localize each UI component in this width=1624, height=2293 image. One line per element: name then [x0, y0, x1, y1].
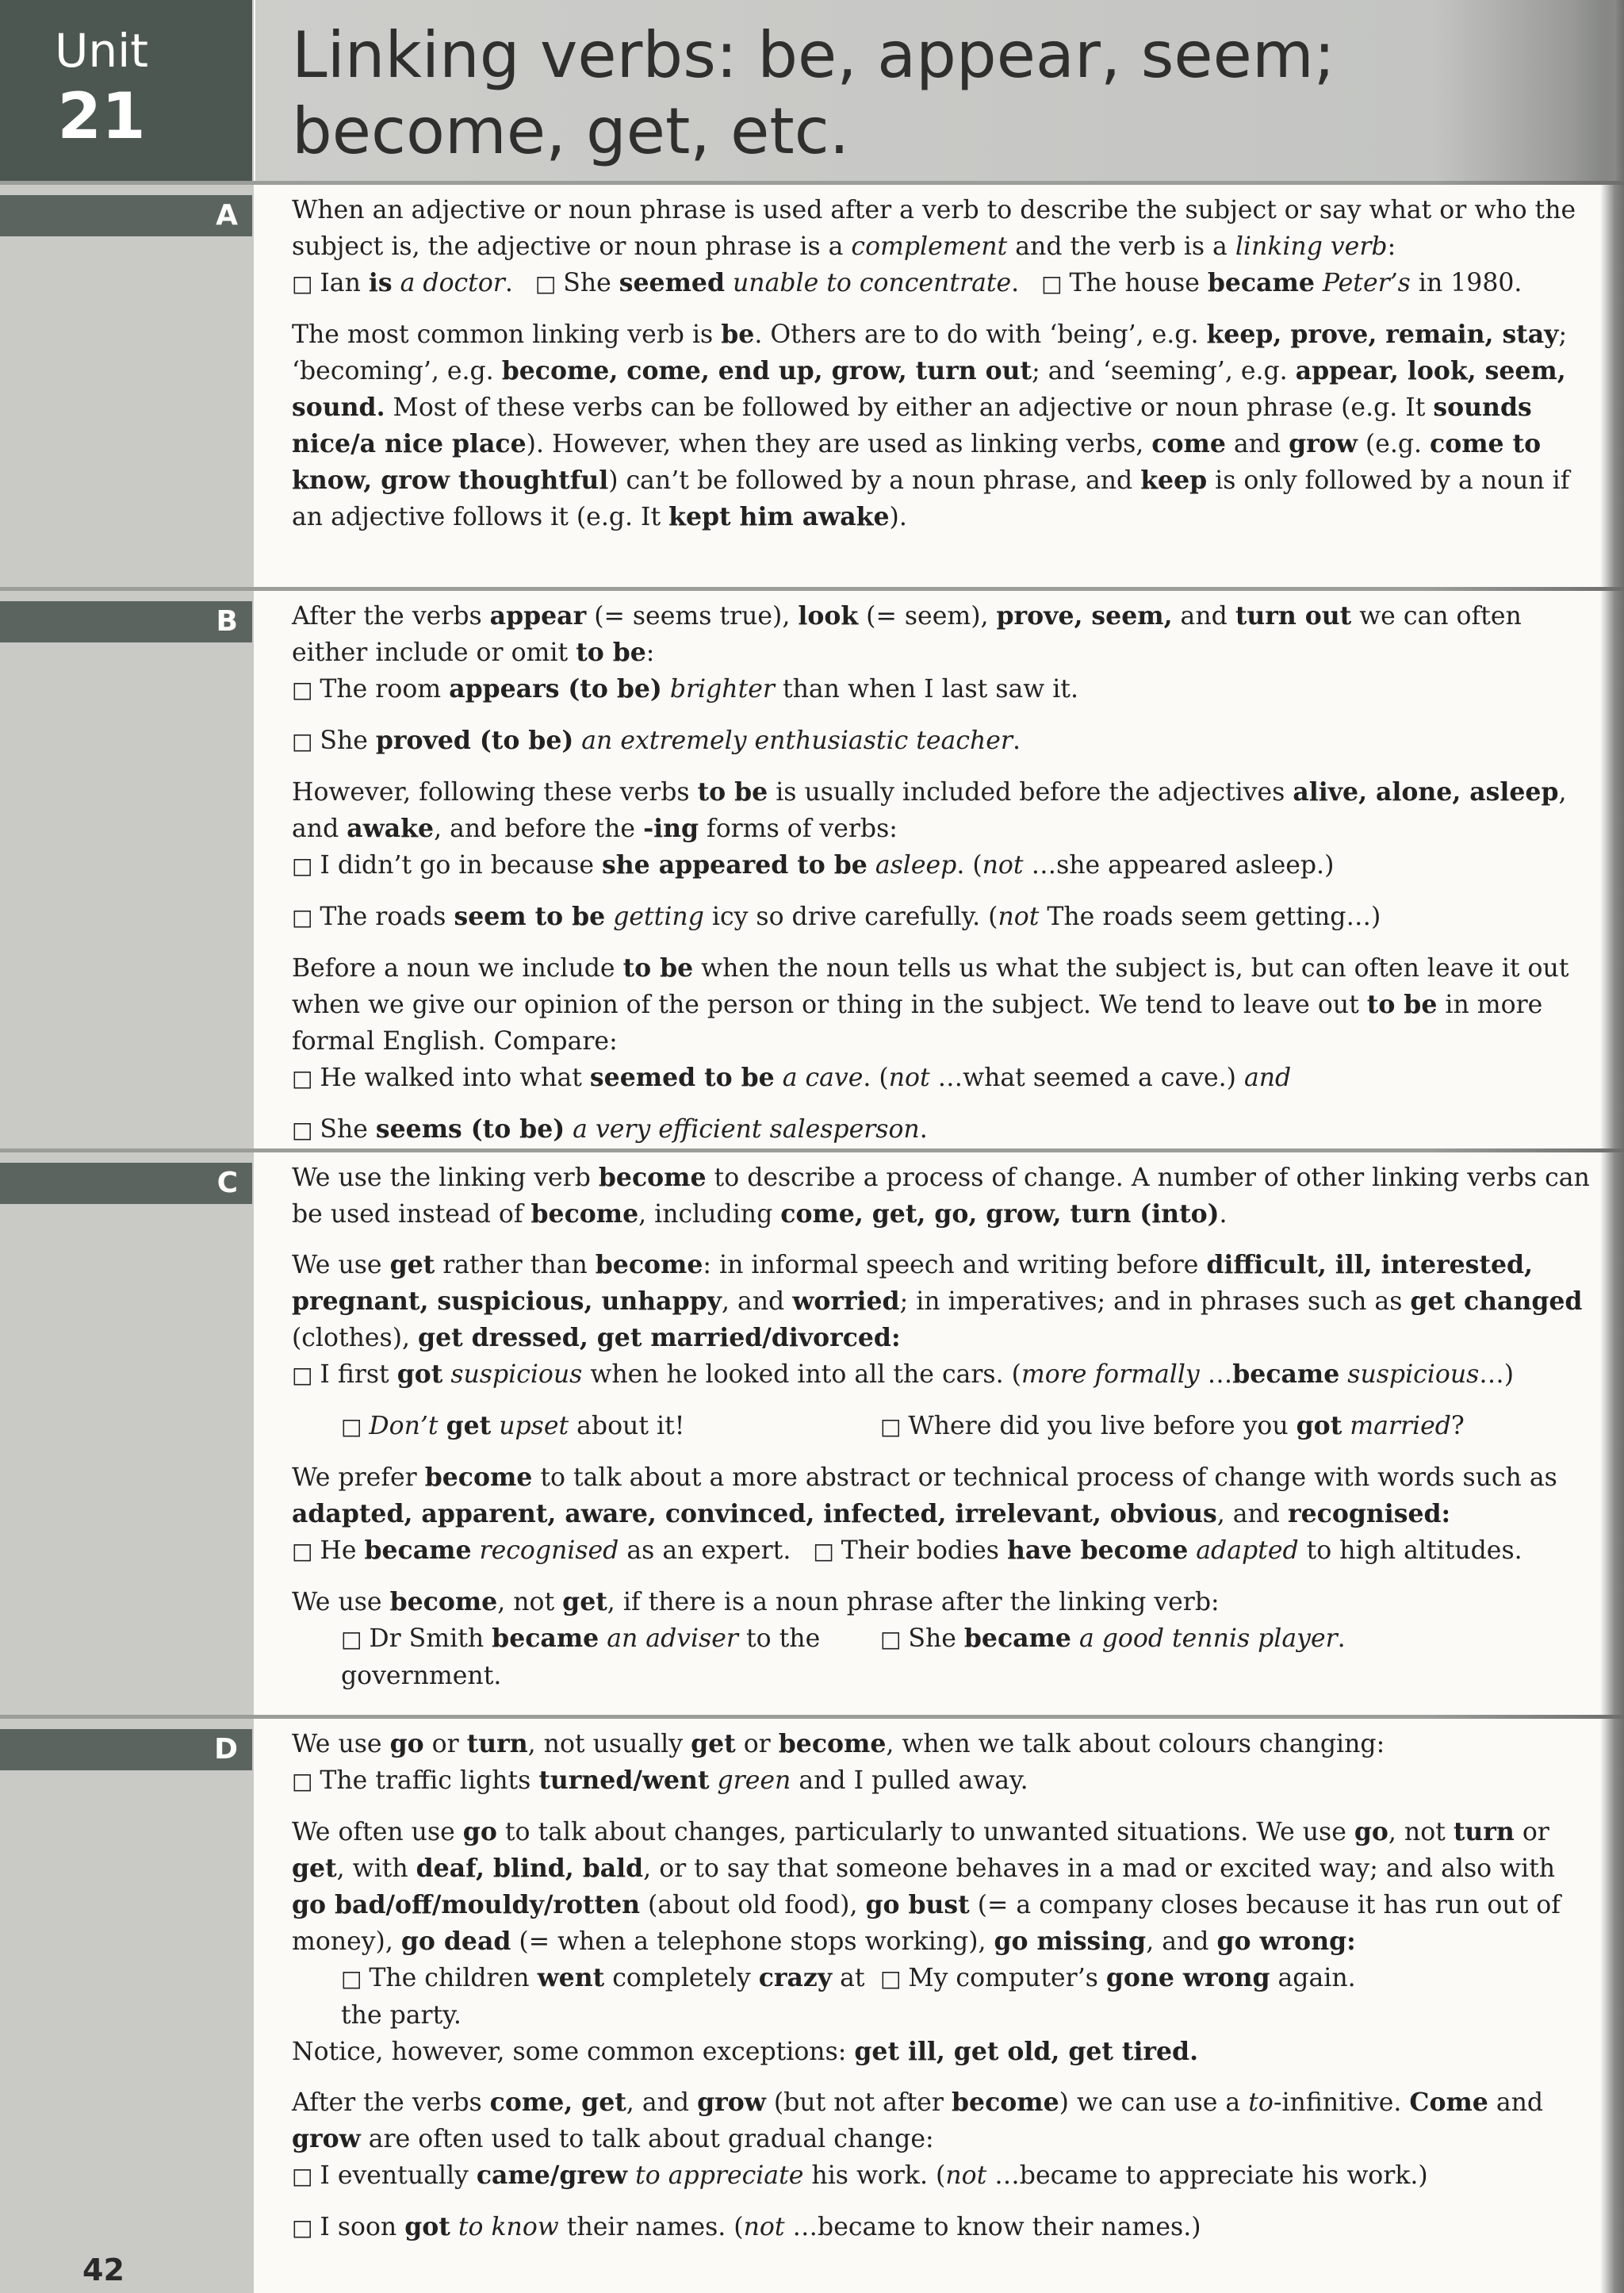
- page-title: Linking verbs: be, appear, seem; become, get, etc.: [292, 18, 1335, 168]
- section-tab-a: [0, 195, 252, 236]
- unit-box: [0, 0, 252, 181]
- divider: [0, 1148, 1624, 1152]
- section-letter: C: [216, 1167, 238, 1199]
- page-number: 42: [82, 2253, 124, 2287]
- unit-number: 21: [57, 79, 146, 153]
- divider: [0, 181, 1624, 185]
- section-a: When an adjective or noun phrase is used after a verb to describe the subject or say what or who the subject is, the adjective or noun phrase is a complement and the verb is a linking verb: □ Ian is a doctor.□ She seemed unable to concentrate.□ The house became Peter’s in 1980. The most common linking verb is be. Others are to do with ‘being’, e.g. keep, prove, remain, stay; ‘becoming’, e.g. become, come, end up, grow, turn out; and ‘seeming’, e.g. appear, look, seem, sound. Most of these verbs can be followed by either an adjective or noun phrase (e.g. It sounds nice/a nice place). However, when they are used as linking verbs, come and grow (e.g. come to know, grow thoughtful) can’t be followed by a noun phrase, and keep is only followed by a noun if an adjective follows it (e.g. It kept him awake).: [292, 192, 1592, 550]
- section-letter: A: [216, 199, 238, 232]
- divider: [0, 587, 1624, 591]
- page-edge-shadow: [1600, 0, 1624, 2293]
- sidebar: [0, 0, 254, 2293]
- section-d: We use go or turn, not usually get or become, when we talk about colours changing: □ The traffic lights turned/went green and I pulled away. We often use go to talk about changes, particularly to unwanted situations. We use go, not turn or get, with deaf, blind, bald, or to say that someone behaves in a mad or excited way; and also with go bad/off/mouldy/rotten (about old food), go bust (= a company closes because it has run out of money), go dead (= when a telephone stops working), go missing, and go wrong: □ The children went completely crazy at the party. □ My computer’s gone wrong again. Notice, however, some common exceptions: get ill, get old, get tired. After the verbs come, get, and grow (but not after become) we can use a to-infinitive. Come and grow are often used to talk about gradual change: □ I eventually came/grew to appreciate his work. (not …became to appreciate his work.) □ I soon got to know their names. (not …became to know their names.): [292, 1726, 1592, 2260]
- section-c: We use the linking verb become to describe a process of change. A number of other linking verbs can be used instead of become, including come, get, go, grow, turn (into). We use get rather than become: in informal speech and writing before difficult, ill, interested, pregnant, suspicious, unhappy, and worried; in imperatives; and in phrases such as get changed (clothes), get dressed, get married/divorced: □ I first got suspicious when he looked into all the cars. (more formally …became suspicious…) □ Don’t get upset about it! □ Where did you live before you got married? We prefer become to talk about a more abstract or technical process of change with words such as adapted, apparent, aware, convinced, infected, irrelevant, obvious, and recognised: □ He became recognised as an expert.□ Their bodies have become adapted to high altitudes. We use become, not get, if there is a noun phrase after the linking verb: □ Dr Smith became an adviser to the government. □ She became a good tennis player.: [292, 1160, 1592, 1694]
- divider: [0, 1715, 1624, 1719]
- section-letter: B: [216, 605, 238, 638]
- section-b: After the verbs appear (= seems true), look (= seem), prove, seem, and turn out we can often either include or omit to be: □ The room appears (to be) brighter than when I last saw it. □ She proved (to be) an extremely enthusiastic teacher. However, following these verbs to be is usually included before the adjectives alive, alone, asleep, and awake, and before the -ing forms of verbs: □ I didn’t go in because she appeared to be asleep. (not …she appeared asleep.) □ The roads seem to be getting icy so drive carefully. (not The roads seem getting…) Before a noun we include to be when the noun tells us what the subject is, but can often leave it out when we give our opinion of the person or thing in the subject. We tend to leave out to be in more formal English. Compare: □ He walked into what seemed to be a cave. (not …what seemed a cave.) and □ She seems (to be) a very efficient salesperson.: [292, 598, 1592, 1163]
- unit-label: Unit: [54, 24, 149, 78]
- section-letter: D: [214, 1733, 238, 1766]
- section-tab-c: [0, 1163, 252, 1204]
- section-tab-b: [0, 601, 252, 642]
- section-tab-d: [0, 1729, 252, 1770]
